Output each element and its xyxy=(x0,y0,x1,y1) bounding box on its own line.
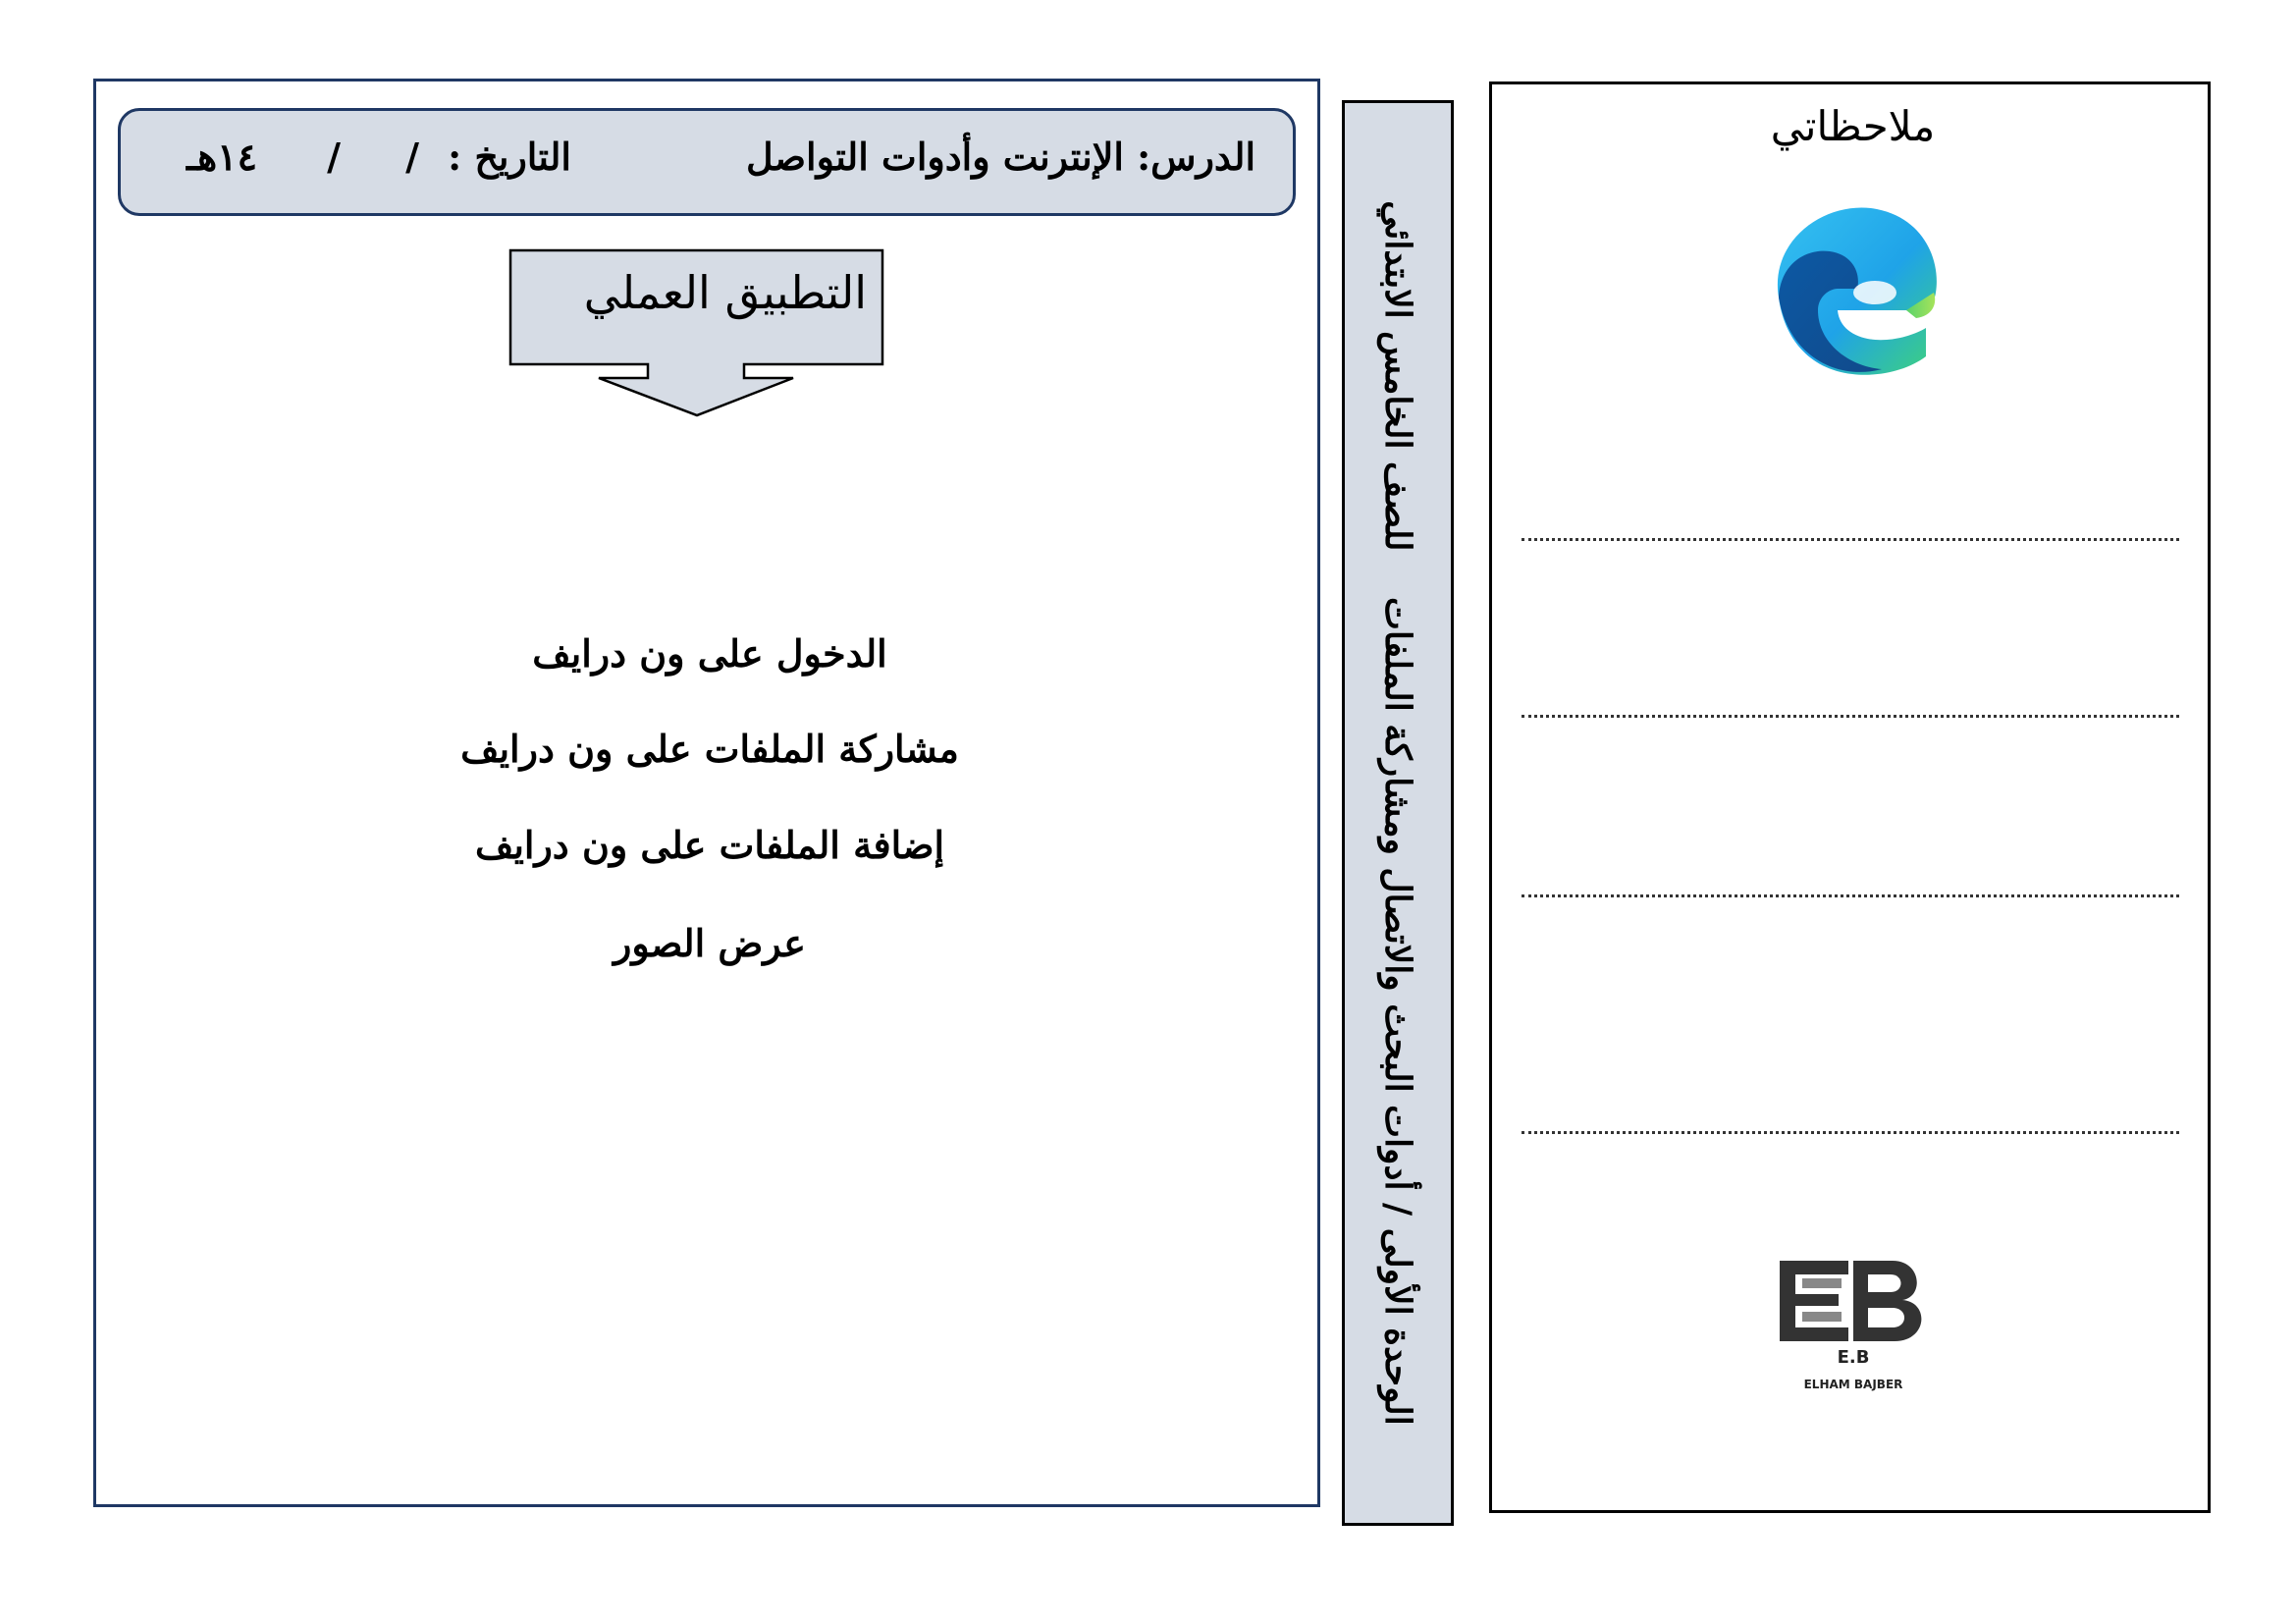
eb-logo-initials: E.B xyxy=(1837,1347,1870,1368)
unit-title-strip xyxy=(1342,100,1454,1526)
lesson-header-bar xyxy=(118,108,1296,216)
eb-logo-name: ELHAM BAJBER xyxy=(1803,1378,1903,1391)
note-line-4 xyxy=(1522,1131,2179,1134)
date-separator-1: / xyxy=(405,135,419,179)
activity-item-1: الدخول على ون درايف xyxy=(532,631,887,676)
activity-item-3: إضافة الملفات على ون درايف xyxy=(474,823,945,867)
eb-logo xyxy=(1765,1253,1942,1400)
edge-browser-icon xyxy=(1759,194,1946,381)
unit-strip-text xyxy=(1377,116,1418,1510)
notes-title: ملاحظاتي xyxy=(1770,102,1936,150)
unit-title: الوحدة الأولى / أدوات البحث والاتصال ومشاركة الملفات xyxy=(1377,596,1418,1426)
date-label: التاريخ : xyxy=(448,135,571,179)
practical-application-callout xyxy=(508,248,886,420)
activity-item-2: مشاركة الملفات على ون درايف xyxy=(460,727,959,771)
activity-item-4: عرض الصور xyxy=(614,921,806,965)
lesson-title: الدرس: الإنترنت وأدوات التواصل xyxy=(745,135,1255,179)
lesson-panel xyxy=(93,79,1320,1507)
date-suffix: ١٤هـ xyxy=(187,135,257,179)
note-line-3 xyxy=(1522,894,2179,897)
note-line-1 xyxy=(1522,538,2179,541)
callout-label: التطبيق العملي xyxy=(583,266,867,319)
grade-label: للصف الخامس الابتدائي xyxy=(1377,200,1418,552)
notes-panel xyxy=(1489,81,2211,1513)
note-line-2 xyxy=(1522,715,2179,718)
date-separator-2: / xyxy=(327,135,341,179)
